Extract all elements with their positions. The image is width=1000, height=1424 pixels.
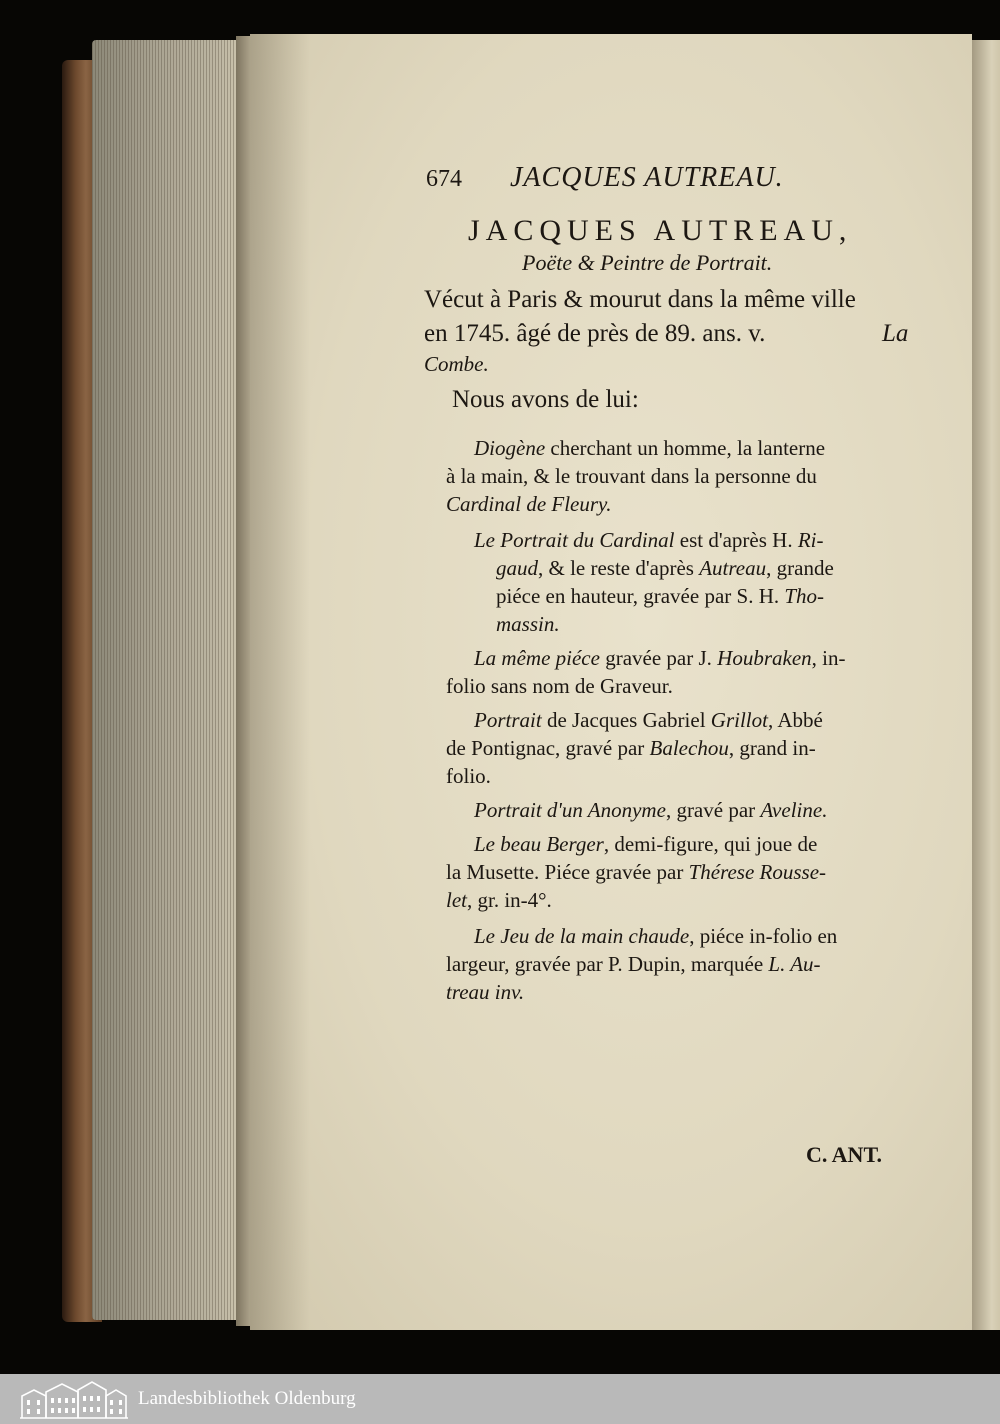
running-head: JACQUES AUTREAU.: [510, 162, 784, 193]
entry-line: folio.: [446, 764, 491, 788]
entry-title: JACQUES AUTREAU,: [468, 214, 853, 247]
entry-line: treau inv.: [446, 980, 525, 1004]
page-edges: [92, 40, 248, 1320]
entry-line: Le Portrait du Cardinal est d'après H. Ri-: [474, 528, 824, 552]
page-shadow: [250, 34, 310, 1330]
entry-subtitle: Poëte & Peintre de Portrait.: [522, 250, 773, 275]
entry-line: Le beau Berger, demi-figure, qui joue de: [474, 832, 818, 856]
entry-line: folio sans nom de Graveur.: [446, 674, 673, 698]
entry-line: de Pontignac, gravé par Balechou, grand in-: [446, 736, 816, 760]
page-number: 674: [426, 166, 462, 192]
entry-line: let, gr. in-4°.: [446, 888, 552, 912]
entry-line: massin.: [496, 612, 560, 636]
intro-line: Vécut à Paris & mourut dans la même ville: [424, 286, 856, 313]
library-name: Landesbibliothek Oldenburg: [138, 1388, 356, 1409]
section-heading: Nous avons de lui:: [452, 386, 639, 413]
catchword: C. ANT.: [806, 1142, 882, 1167]
intro-line-italic: La: [882, 320, 909, 347]
facing-page-edge: [972, 40, 1000, 1330]
entry-line: la Musette. Piéce gravée par Thérese Rousse-: [446, 860, 827, 884]
intro-line-italic: Combe.: [424, 352, 489, 376]
entry-line: La même piéce gravée par J. Houbraken, in-: [474, 646, 846, 670]
entry-line: gaud, & le reste d'après Autreau, grande: [496, 556, 834, 580]
entry-line: Le Jeu de la main chaude, piéce in-folio en: [474, 924, 838, 948]
entry-line: à la main, & le trouvant dans la personne du: [446, 464, 817, 488]
entry-line: largeur, gravée par P. Dupin, marquée L. Au-: [446, 952, 821, 976]
library-building-icon: [18, 1378, 130, 1420]
intro-line: en 1745. âgé de près de 89. ans. v.: [424, 320, 766, 347]
library-footer-bar: [0, 1374, 1000, 1424]
entry-line: Portrait d'un Anonyme, gravé par Aveline.: [474, 798, 828, 822]
entry-line: Diogène cherchant un homme, la lanterne: [474, 436, 826, 460]
entry-line: Portrait de Jacques Gabriel Grillot, Abbé: [474, 708, 823, 732]
entry-line: Cardinal de Fleury.: [446, 492, 612, 516]
entry-line: piéce en hauteur, gravée par S. H. Tho-: [496, 584, 825, 608]
